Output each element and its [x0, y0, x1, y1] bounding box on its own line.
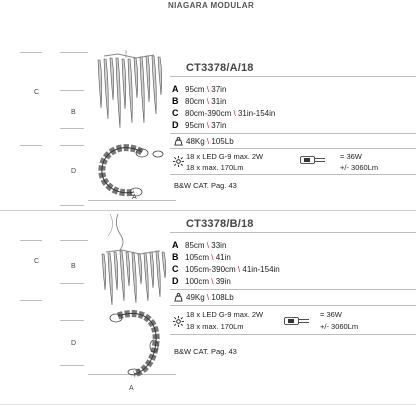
led-bulb-icon: [284, 315, 310, 327]
dim-row-d: [172, 120, 226, 130]
dim-letter: B: [172, 96, 179, 106]
divider: [170, 305, 416, 306]
dim-sep: \: [206, 121, 210, 130]
sun-icon: [173, 156, 184, 167]
dim-letter: B: [172, 252, 179, 262]
chandelier-side-drawing: [98, 214, 170, 306]
divider: [170, 334, 416, 335]
dim-letter: C: [172, 264, 179, 274]
dim-metric: 80cm-390cm: [185, 109, 232, 118]
dim-line: [60, 128, 84, 129]
label-a: A: [132, 194, 137, 201]
dim-sep: \: [237, 265, 241, 274]
dim-letter: A: [172, 84, 179, 94]
weight-row: [186, 137, 234, 146]
dim-sep: \: [206, 241, 210, 250]
dim-imperial: 37in: [211, 85, 227, 94]
light-line-1: 18 x LED G-9 max. 2W: [186, 310, 264, 319]
dim-line: [60, 205, 84, 206]
section-divider: [0, 404, 416, 405]
label-d: D: [71, 168, 77, 175]
dim-metric: 85cm: [185, 241, 205, 250]
dim-row-d: [172, 276, 231, 286]
light-line-1: 18 x LED G-9 max. 2W: [186, 152, 264, 161]
weight-imperial: 105Lb: [211, 137, 234, 146]
divider: [170, 174, 416, 175]
dim-metric: 100cm: [185, 277, 210, 286]
divider: [170, 133, 416, 134]
dim-imperial: 41in: [215, 253, 231, 262]
dim-metric: 95cm: [185, 121, 205, 130]
led-bulb-icon: [300, 154, 326, 166]
dim-row-c: [172, 264, 280, 274]
dim-imperial: 41in-154in: [242, 265, 280, 274]
dim-letter: D: [172, 276, 179, 286]
light-line-2: 18 x max. 170Lm: [186, 322, 244, 331]
product-code: CT3378/B/18: [186, 218, 254, 230]
dim-imperial: 39in: [215, 277, 231, 286]
dim-imperial: 37in: [211, 121, 227, 130]
label-c: C: [34, 258, 40, 265]
weight-imperial: 108Lb: [211, 293, 234, 302]
total-power: = 36W: [320, 310, 342, 319]
divider: [170, 148, 416, 149]
dim-row-a: [172, 84, 226, 94]
dim-line: [60, 283, 84, 284]
dim-line: [60, 145, 84, 146]
collection-title: NIAGARA MODULAR: [168, 1, 255, 10]
weight-icon: [174, 293, 183, 302]
label-c: C: [34, 89, 40, 96]
weight-icon: [174, 137, 183, 146]
dim-line: [20, 145, 42, 146]
label-b: B: [71, 109, 76, 116]
weight-metric: 48Kg: [186, 137, 205, 146]
label-a: A: [129, 385, 134, 392]
dim-sep: \: [206, 97, 210, 106]
total-power: = 36W: [340, 152, 362, 161]
dim-metric: 80cm: [185, 97, 205, 106]
dim-metric: 105cm-390cm: [185, 265, 236, 274]
weight-sep: \: [206, 137, 210, 146]
total-lumen: +/- 3060Lm: [320, 322, 359, 331]
total-lumen: +/- 3060Lm: [340, 163, 379, 172]
dim-letter: A: [172, 240, 179, 250]
dim-line: [60, 320, 84, 321]
dim-line: [20, 240, 42, 241]
dim-sep: \: [233, 109, 236, 118]
dim-letter: D: [172, 120, 179, 130]
product-code: CT3378/A/18: [186, 62, 254, 74]
dim-letter: C: [172, 108, 179, 118]
dim-line: [60, 240, 88, 241]
dim-row-b: [172, 252, 231, 262]
dim-metric: 105cm: [185, 253, 210, 262]
section-divider: [0, 210, 416, 211]
dim-imperial: 31in: [211, 97, 227, 106]
sun-icon: [173, 316, 184, 327]
label-b: B: [71, 263, 76, 270]
dim-metric: 95cm: [185, 85, 205, 94]
weight-metric: 49Kg: [186, 293, 205, 302]
divider: [170, 232, 416, 233]
light-line-2: 18 x max. 170Lm: [186, 163, 244, 172]
weight-sep: \: [206, 293, 210, 302]
dim-row-c: [172, 108, 275, 118]
chandelier-top-drawing: [98, 312, 168, 376]
dim-row-b: [172, 96, 226, 106]
dim-sep: \: [211, 253, 214, 262]
divider: [170, 76, 416, 77]
chandelier-top-drawing: [98, 142, 166, 198]
dim-line: [20, 52, 42, 53]
chandelier-side-drawing: [96, 50, 166, 140]
dim-line: [20, 300, 42, 301]
dim-line: [60, 90, 84, 91]
label-d: D: [71, 340, 77, 347]
dim-sep: \: [211, 277, 214, 286]
divider: [170, 289, 416, 290]
dim-imperial: 31in-154in: [237, 109, 276, 118]
dim-line: [60, 365, 84, 366]
dim-row-a: [172, 240, 226, 250]
weight-row: [186, 293, 234, 302]
catalog-ref: B&W CAT. Pag. 43: [174, 181, 237, 190]
dim-sep: \: [206, 85, 210, 94]
dim-line: [60, 52, 88, 53]
dim-imperial: 33in: [211, 241, 227, 250]
catalog-ref: B&W CAT. Pag. 43: [174, 347, 237, 356]
